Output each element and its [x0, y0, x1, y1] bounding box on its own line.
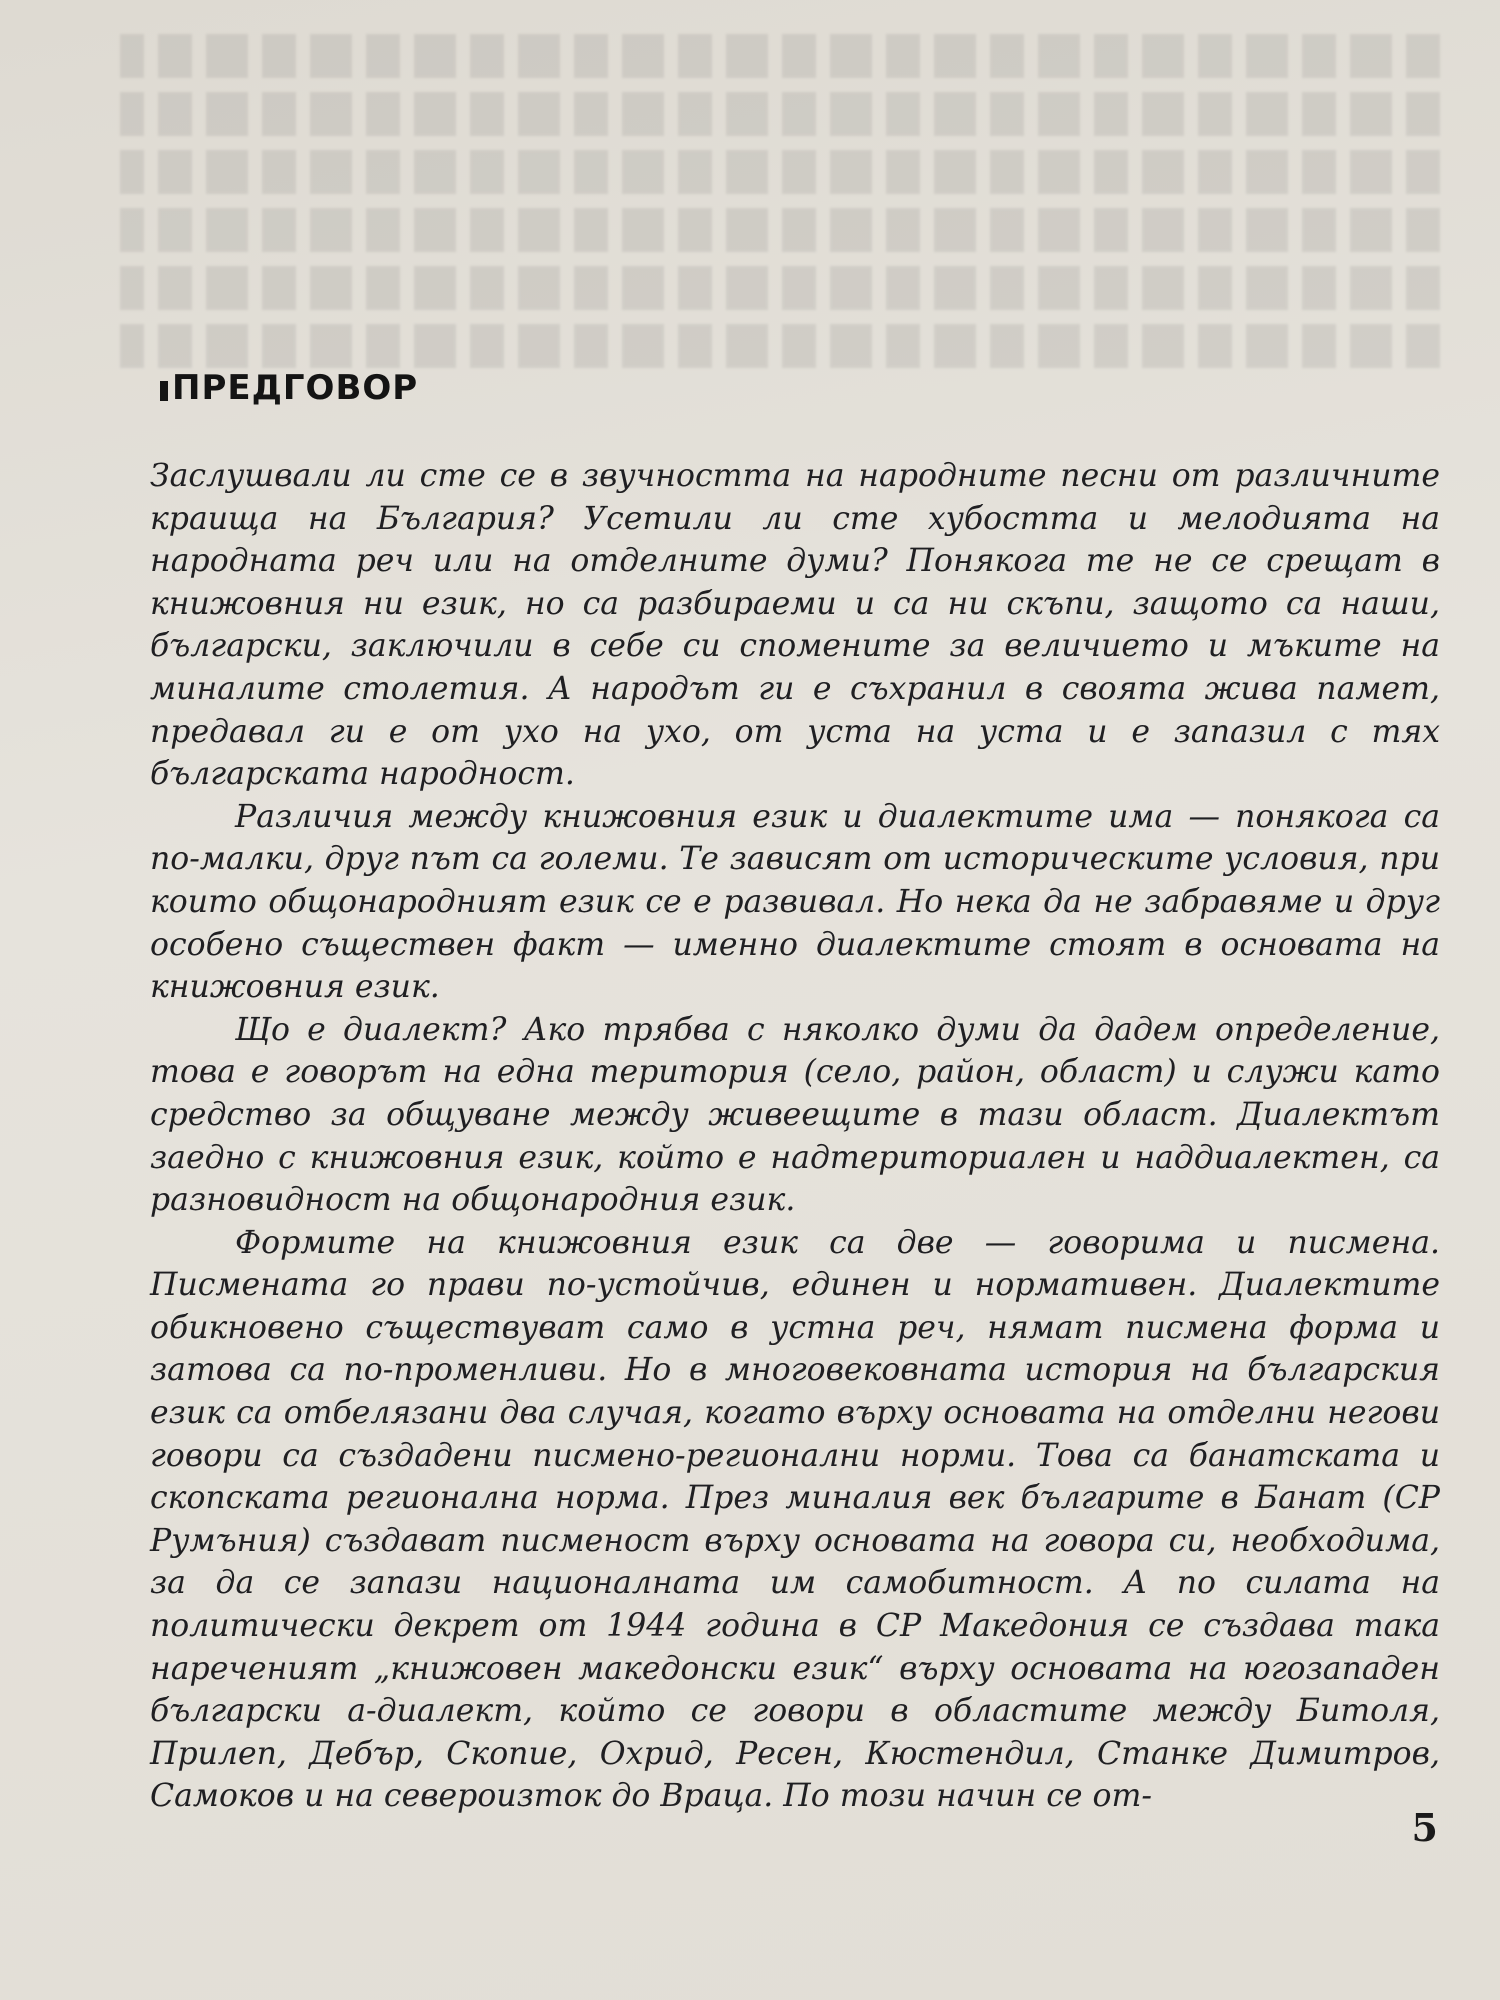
paragraph-4: Формите на книжовния език са две — говорима и писмена. Писмената го прави по-устойчив, единен и нормативен. Диалектите обикновено съществуват само в устна реч, нямат писмена форма и затова са по-променливи. Но в многовековната история на българския език са отбелязани два случая, когато върху основата на отделни негови говори са създадени писмено-регионални норми. Това са банатската и скопската регионална норма. През миналия век българите в Банат (СР Румъния) създават писменост върху основата на говора си, необходима, за да се запази националната им самобитност. А по силата на политически декрет от 1944 година в СР Македония се създава така нареченият „книжовен македонски език“ върху основата на югозападен български а-диалект, който се говори в областите между Битоля, Прилеп, Дебър, Скопие, Охрид, Ресен, Кюстендил, Станке Димитров, Самоков и на североизток до Враца. По този начин се от- [150, 1224, 1440, 1815]
paragraph-2: Различия между книжовния език и диалектите има — понякога са по-малки, друг път са големи. Те зависят от историческите условия, при които общонародният език се е развивал. Но нека да не забравяме и друг особено съществен факт — именно диалектите стоят в основата на книжовния език. [150, 798, 1440, 1006]
chapter-heading [160, 368, 418, 408]
heading-mark [160, 381, 168, 401]
chapter-heading-text: ПРЕДГОВОР [172, 368, 419, 408]
paragraph-3: Що е диалект? Ако трябва с няколко думи да дадем определение, това е говорът на една територия (село, район, област) и служи като средство за общуване между живеещите в тази област. Диалектът заедно с книжовния език, който е надтериториален и наддиалектен, са разновидност на общонародния език. [150, 1011, 1440, 1219]
paragraph-1: Заслушвали ли сте се в звучността на народните песни от различните краища на България? Усетили ли сте хубостта и мелодията на народната реч или на отделните думи? Понякога те не се срещат в книжовния ни език, но са разбираеми и са ни скъпи, защото са наши, български, заключили в себе си спомените за величието и мъките на миналите столетия. А народът ги е съхранил в своята жива памет, предавал ги е от ухо на ухо, от уста на уста и е запазил с тях българската народност. [150, 458, 1440, 793]
page-number: 5 [1411, 1805, 1438, 1850]
body-text [150, 455, 1440, 1818]
